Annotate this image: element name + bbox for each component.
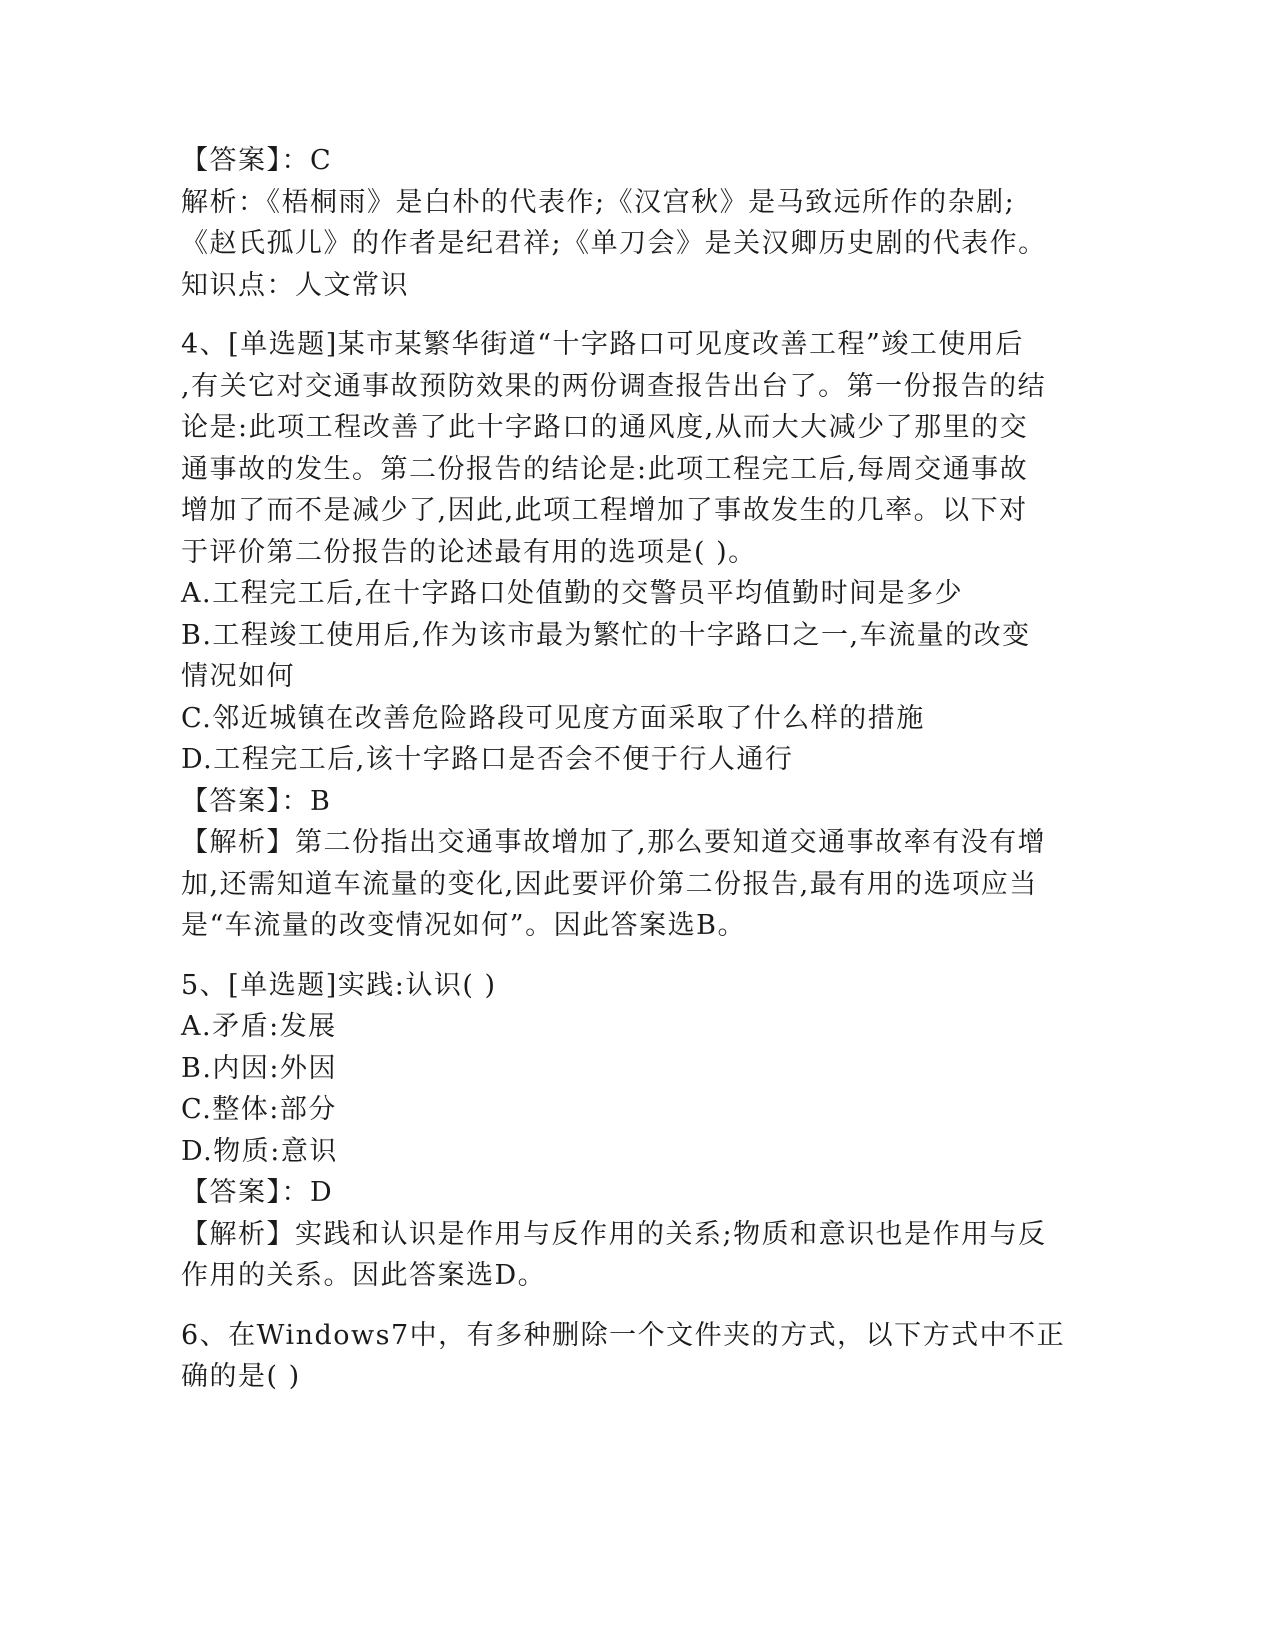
q4-analysis-line: 加,还需知道车流量的变化,因此要评价第二份报告,最有用的选项应当 (181, 868, 1038, 900)
q3-answer: 【答案】：C (181, 145, 333, 176)
q6-stem-line: 确的是( ) (181, 1361, 301, 1392)
q3-knowledge-point: 知识点：人文常识 (181, 269, 409, 301)
q4-option-d: D.工程完工后,该十字路口是否会不便于行人通行 (181, 744, 794, 775)
q4-stem-line: 增加了而不是减少了,因此,此项工程增加了事故发生的几率。以下对 (181, 495, 1028, 526)
q5-analysis-line: 作用的关系。因此答案选D。 (181, 1260, 547, 1291)
q4-option-a: A.工程完工后,在十字路口处值勤的交警员平均值勤时间是多少 (181, 578, 964, 609)
q5-option-a: A.矛盾:发展 (181, 1011, 337, 1042)
document-page (181, 140, 1066, 1398)
q5-answer: 【答案】：D (181, 1177, 334, 1208)
q4-analysis-line: 是“车流量的改变情况如何”。因此答案选B。 (181, 910, 746, 941)
q5-option-c: C.整体:部分 (181, 1094, 337, 1125)
q4-stem-line: 4、[单选题]某市某繁华街道“十字路口可见度改善工程”竣工使用后 (181, 329, 1024, 360)
q4-stem-line: ,有关它对交通事故预防效果的两份调查报告出台了。第一份报告的结 (181, 370, 1047, 402)
q5-analysis-line: 【解析】实践和认识是作用与反作用的关系;物质和意识也是作用与反 (181, 1218, 1047, 1250)
q5-stem: 5、[单选题]实践:认识( ) (181, 969, 497, 1001)
q4-stem-line: 于评价第二份报告的论述最有用的选项是( )。 (181, 536, 757, 568)
q6-stem-line: 6、在Windows7中，有多种删除一个文件夹的方式，以下方式中不正 (181, 1319, 1066, 1351)
q5-option-d: D.物质:意识 (181, 1135, 338, 1167)
q3-analysis-line: 《赵氏孤儿》的作者是纪君祥;《单刀会》是关汉卿历史剧的代表作。 (181, 228, 1047, 259)
q4-option-b-cont: 情况如何 (181, 661, 295, 692)
q4-stem-line: 通事故的发生。第二份报告的结论是:此项工程完工后,每周交通事故 (181, 453, 1029, 485)
q4-answer: 【答案】：B (181, 785, 332, 817)
q5-option-b: B.内因:外因 (181, 1052, 338, 1084)
q4-analysis-line: 【解析】第二份指出交通事故增加了,那么要知道交通事故率有没有增 (181, 827, 1047, 858)
q4-option-b: B.工程竣工使用后,作为该市最为繁忙的十字路口之一,车流量的改变 (181, 619, 1031, 651)
q3-analysis-line: 解析：《梧桐雨》是白朴的代表作;《汉宫秋》是马致远所作的杂剧; (181, 186, 1016, 218)
q4-option-c: C.邻近城镇在改善危险路段可见度方面采取了什么样的措施 (181, 702, 925, 734)
q4-stem-line: 论是:此项工程改善了此十字路口的通风度,从而大大减少了那里的交 (181, 412, 1029, 443)
